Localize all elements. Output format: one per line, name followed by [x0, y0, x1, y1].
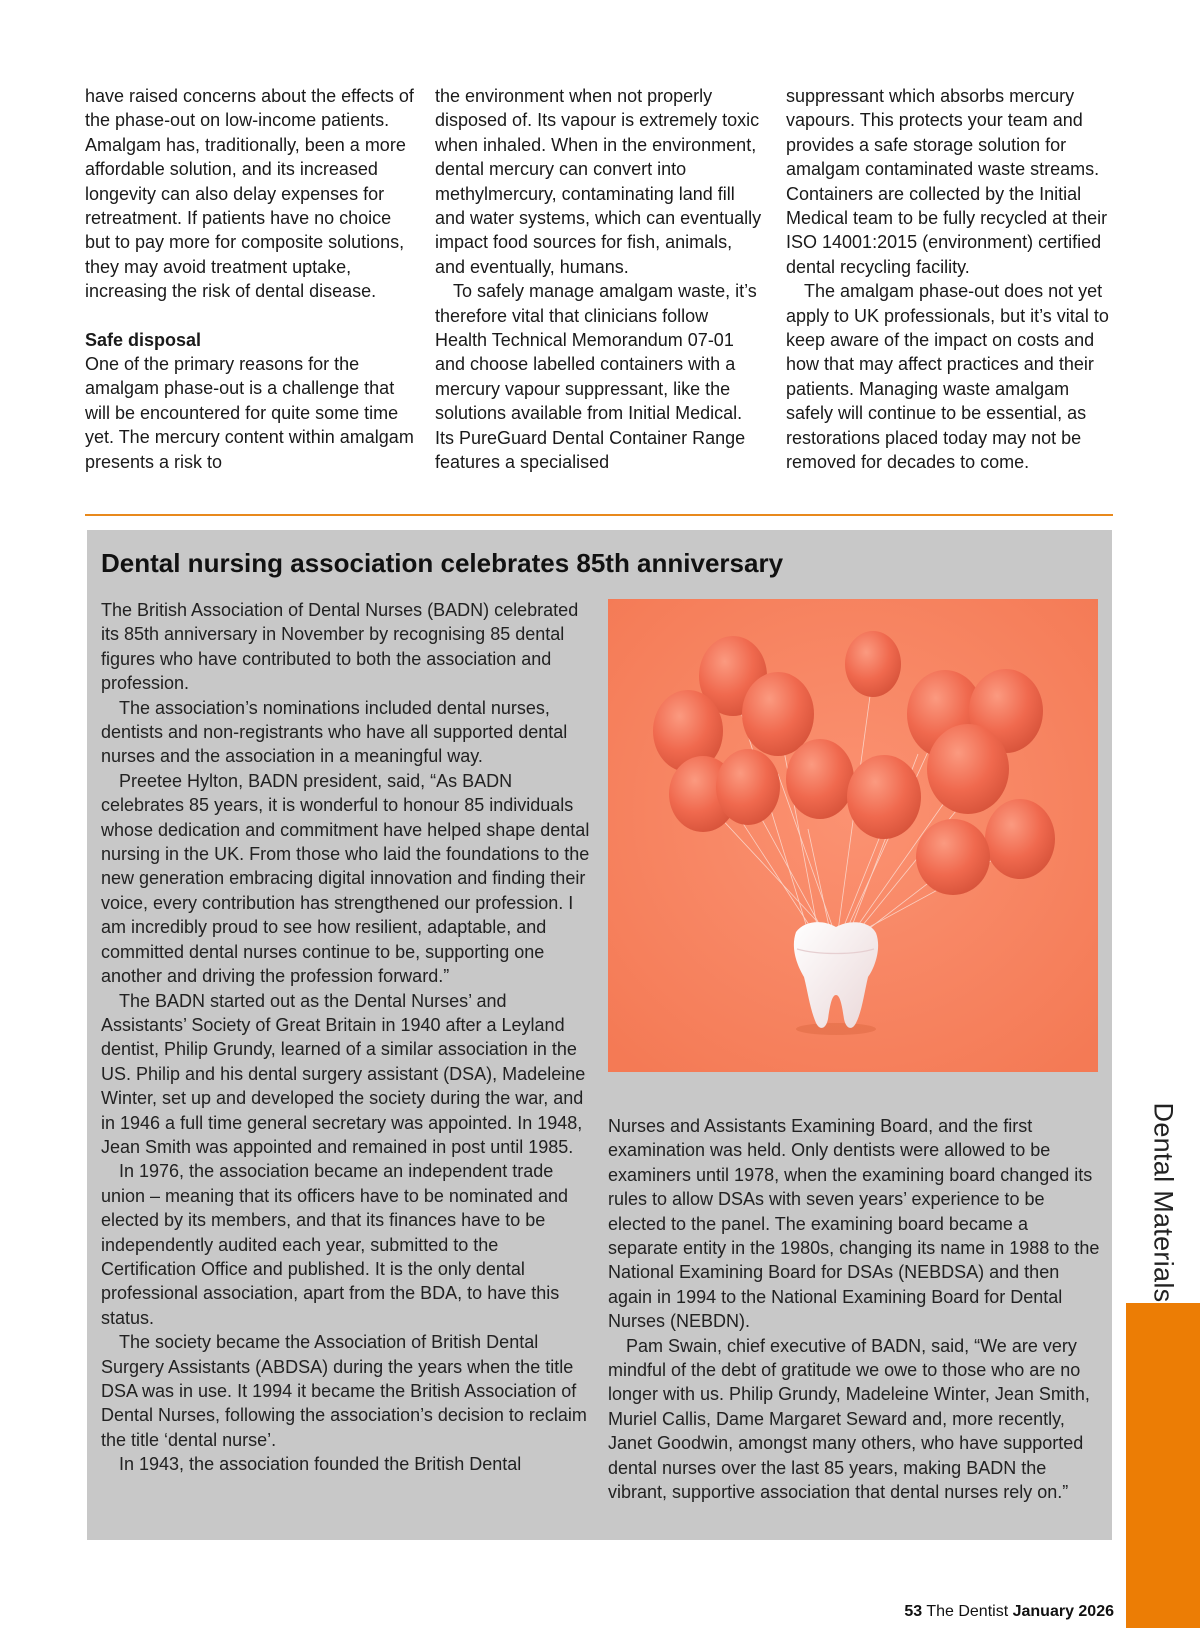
- paragraph: In 1943, the association founded the British Dental: [119, 1454, 522, 1475]
- paragraph: Nurses and Assistants Examining Board, and the first examination was held. Only dentists were allowed to be examiners until 1978, when the examining board changed its rules to allow DSAs with seven years’ experience to be elected to the panel. The examining board became a separate entity in the 1980s, changing its name in 1988 to the National Examining Board for DSAs (NEBDSA) and then again in 1994 to the National Examining Board for Dental Nurses (NEBDN).: [608, 1116, 1100, 1332]
- section-label: Dental Materials: [1148, 1102, 1179, 1302]
- subheading-safe-disposal: Safe disposal: [85, 329, 202, 350]
- news-column-right: [608, 1114, 1100, 1505]
- paragraph: The British Association of Dental Nurses (BADN) celebrated its 85th anniversary in November by recognising 85 dental figures who have contributed to both the association and profession.: [101, 600, 579, 694]
- paragraph: One of the primary reasons for the amalgam phase-out is a challenge that will be encountered for quite some time yet. The mercury content within amalgam presents a risk to: [85, 354, 414, 472]
- paragraph: the environment when not properly disposed of. Its vapour is extremely toxic when inhaled. When in the environment, dental mercury can convert into methylmercury, contaminating land fill and water systems, which can eventually impact food sources for fish, animals, and eventually, humans.: [435, 86, 762, 277]
- orange-divider: [85, 514, 1113, 516]
- page-number: 53: [904, 1603, 923, 1620]
- paragraph: The BADN started out as the Dental Nurses’ and Assistants’ Society of Great Britain in 1940 after a Leyland dentist, Philip Grundy, learned of a similar association in the US. Philip and his dental surgery assistant (DSA), Madeleine Winter, set up and developed the society during the war, and in 1946 a full time general secretary was appointed. In 1948, Jean Smith was appointed and remained in post until 1985.: [101, 990, 586, 1157]
- paragraph: Preetee Hylton, BADN president, said, “As BADN celebrates 85 years, it is wonderful to honour 85 individuals whose dedication and commitment have helped shape dental nursing in the UK. From those who laid the foundations to the new generation embracing digital innovation and finding their voice, every contribution has strengthened our profession. I am incredibly proud to see how resilient, adaptable, and committed dental nurses continue to be, supporting one another and driving the profession forward.”: [101, 770, 590, 987]
- paragraph: To safely manage amalgam waste, it’s therefore vital that clinicians follow Health Technical Memorandum 07-01 and choose labelled containers with a mercury vapour suppressant, like the solutions available from Initial Medical. Its PureGuard Dental Container Range features a specialised: [435, 281, 757, 473]
- paragraph: have raised concerns about the effects of the phase-out on low-income patients. Amalgam has, traditionally, been a more affordable solution, and its increased longevity can also delay expenses for retreatment. If patients have no choice but to pay more for composite solutions, they may avoid treatment uptake, increasing the risk of dental disease.: [85, 86, 414, 302]
- news-box: [87, 530, 1112, 1540]
- paragraph: Pam Swain, chief executive of BADN, said, “We are very mindful of the debt of gratitude we owe to those who are no longer with us. Philip Grundy, Madeleine Winter, Jean Smith, Muriel Callis, Dame Margaret Seward and, more recently, Janet Goodwin, amongst many others, who have supported dental nurses over the last 85 years, making BADN the vibrant, supportive association that dental nurses rely on.”: [608, 1335, 1090, 1503]
- issue-date: January 2026: [1012, 1603, 1114, 1620]
- publication-name: The Dentist: [926, 1603, 1009, 1620]
- section-tab: [1126, 1303, 1200, 1628]
- news-column-left: [101, 598, 593, 1477]
- paragraph: The amalgam phase-out does not yet apply to UK professionals, but it’s vital to keep aware of the impact on costs and how that may affect practices and their patients. Managing waste amalgam safely will continue to be essential, as restorations placed today may not be removed for decades to come.: [786, 281, 1109, 473]
- news-headline: Dental nursing association celebrates 85th anniversary: [101, 548, 784, 578]
- article-column-2: [435, 84, 765, 475]
- paragraph: suppressant which absorbs mercury vapours. This protects your team and provides a safe storage solution for amalgam contaminated waste streams. Containers are collected by the Initial Medical team to be fully recycled at their ISO 14001:2015 (environment) certified dental recycling facility.: [786, 86, 1108, 277]
- paragraph: The society became the Association of British Dental Surgery Assistants (ABDSA) during the years when the title DSA was in use. It 1994 it became the British Association of Dental Nurses, following the association’s decision to reclaim the title ‘dental nurse’.: [101, 1332, 587, 1450]
- article-column-3: [786, 84, 1116, 475]
- paragraph: In 1976, the association became an independent trade union – meaning that its officers have to be nominated and elected by its members, and that its finances have to be independently audited each year, submitted to the Certification Office and published. It is the only dental professional association, apart from the BDA, to have this status.: [101, 1161, 568, 1328]
- page-footer: [904, 1603, 1114, 1621]
- paragraph: The association’s nominations included dental nurses, dentists and non-registrants who have all supported dental nurses and the association in a meaningful way.: [101, 697, 568, 767]
- balloons-tooth-image: [608, 599, 1098, 1072]
- article-column-1: [85, 84, 415, 474]
